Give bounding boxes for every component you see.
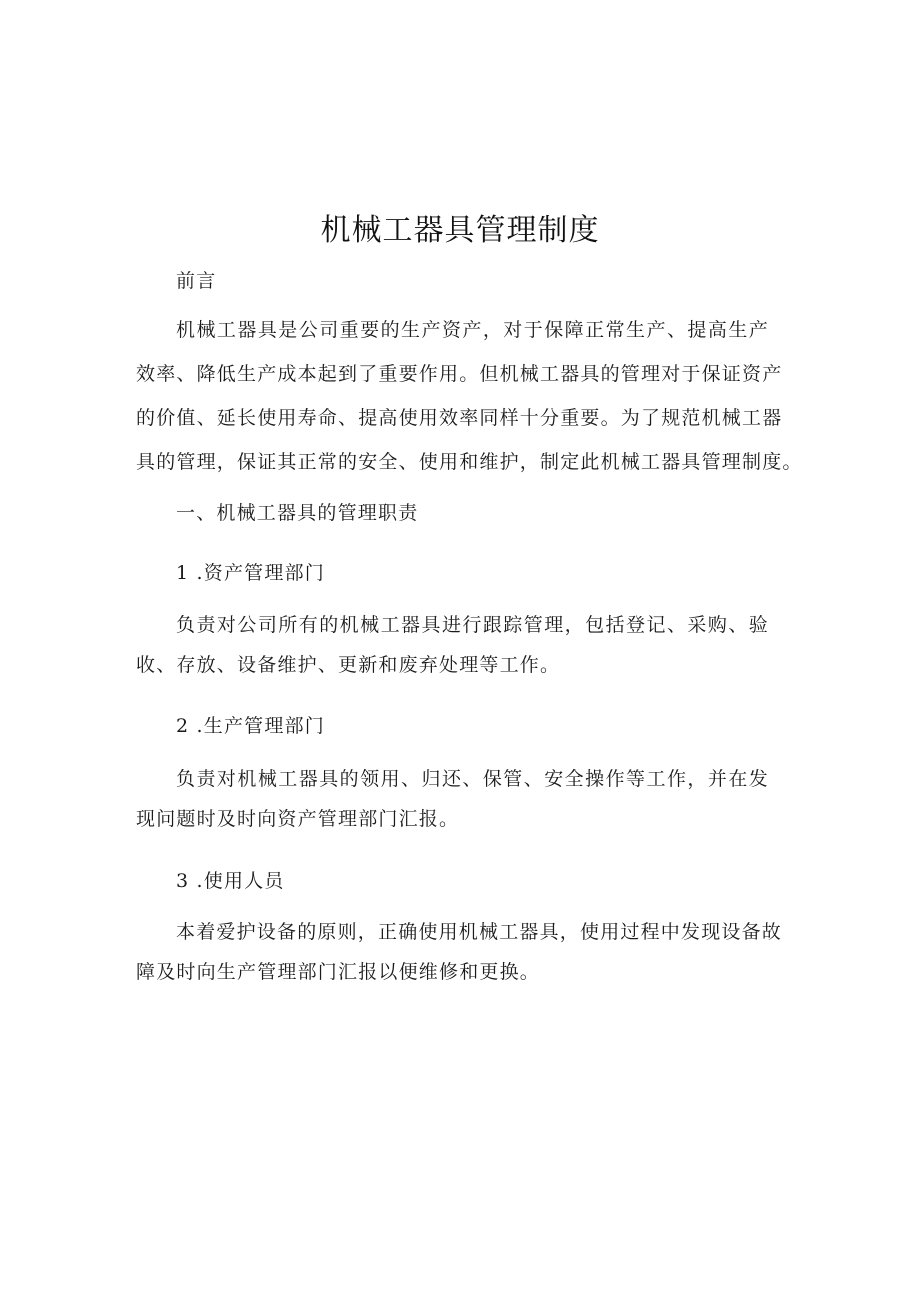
paragraph-line: 机械工器具是公司重要的生产资产，对于保障正常生产、提高生产: [176, 319, 769, 341]
preface-heading: 前言: [176, 270, 217, 292]
subsection-heading: 2 .生产管理部门: [176, 715, 325, 737]
paragraph-line: 的价值、延长使用寿命、提高使用效率同样十分重要。为了规范机械工器: [136, 407, 783, 429]
paragraph-line: 现问题时及时向资产管理部门汇报。: [136, 808, 460, 830]
paragraph-line: 具的管理，保证其正常的安全、使用和维护，制定此机械工器具管理制度。: [136, 451, 803, 473]
paragraph-line: 效率、降低生产成本起到了重要作用。但机械工器具的管理对于保证资产: [136, 363, 783, 385]
subsection-heading: 3 .使用人员: [176, 870, 285, 892]
paragraph-line: 收、存放、设备维护、更新和废弃处理等工作。: [136, 654, 561, 676]
paragraph-line: 负责对机械工器具的领用、归还、保管、安全操作等工作，并在发: [176, 768, 769, 790]
paragraph-line: 本着爱护设备的原则，正确使用机械工器具，使用过程中发现设备故: [176, 921, 783, 943]
section-heading: 一、机械工器具的管理职责: [176, 502, 419, 524]
document-title: 机械工器具管理制度: [320, 213, 600, 248]
paragraph-line: 障及时向生产管理部门汇报以便维修和更换。: [136, 961, 541, 983]
subsection-heading: 1 .资产管理部门: [176, 562, 325, 584]
paragraph-line: 负责对公司所有的机械工器具进行跟踪管理，包括登记、采购、验: [176, 614, 769, 636]
